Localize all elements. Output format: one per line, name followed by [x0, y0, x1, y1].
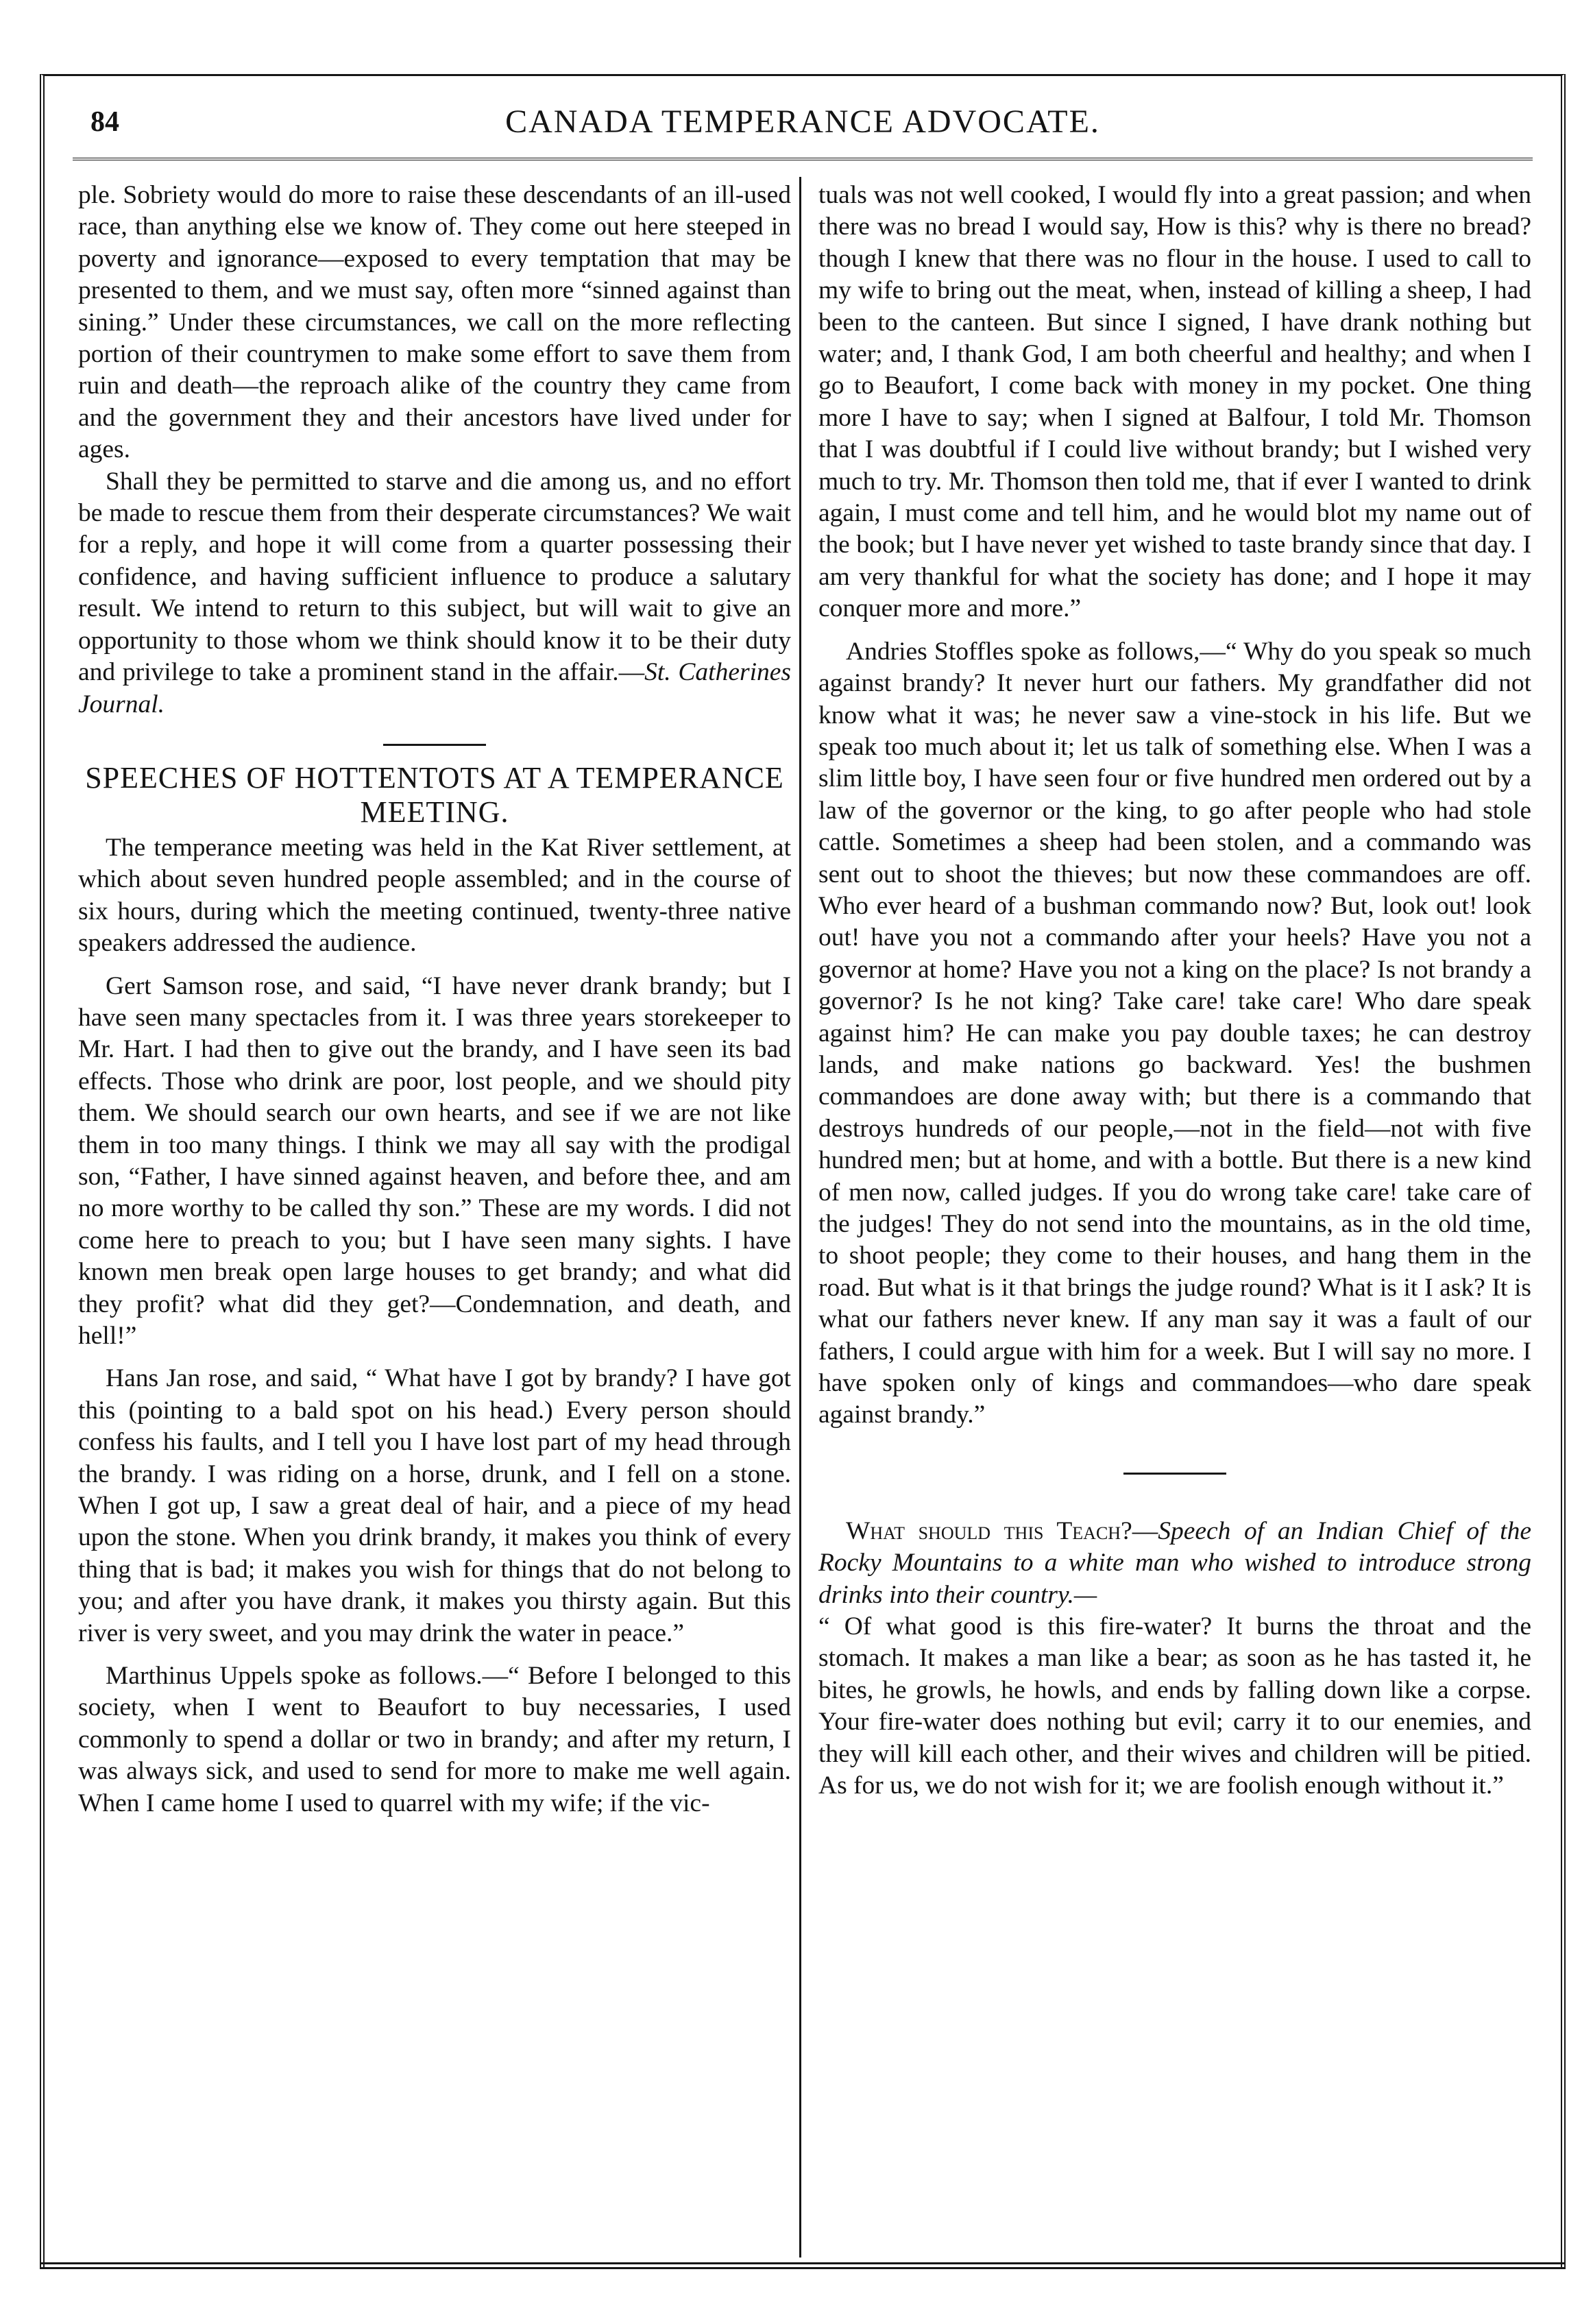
indian-chief-paragraph: [818, 1516, 1531, 1802]
source-citation: St. Catherines Journal.: [78, 658, 791, 718]
speech-andries-stoffles: Andries Stoffles spoke as follows,—“ Why do you speak so much against brandy? It never hurt our fathers. My grandfather did not know what it was; he never saw a vine-stock in his life. But we speak too much about it; let us talk of something else. When I was a slim little boy, I have seen four or five hundred men ordered out by a law of the governor or the king, to go after people who had stole cattle. Sometimes a sheep had been stolen, and a commando was sent out to shoot the thieves; but now these commandoes are off. Who ever heard of a bushman commando now? But, look out! look out! have you not a commando after your heels? Have you not a governor at home? Have you not a king on the place? Is not brandy a governor? Is he not king? Take care! take care! Who dare speak against him? He can make you pay double taxes; he can destroy lands, and make nations go backward. Yes! the bushmen commandoes are done away with; but there is a commando that destroys hundreds of our people,—not in the field—not with five hundred men; but at home, and with a bottle. But there is a new kind of men now, called judges. If you do wrong take care! take care of the judges! They do not send into the mountains, as in the old time, to shoot people; they come to their houses, and hang them in the road. But what is it that brings the judge round? What is it I ask? It is what our fathers never knew. If any man say it was a fault of our fathers, I could argue with him for a week. But I will say no more. I have spoken only of kings and commandoes—who dare speak against brandy.”: [818, 637, 1531, 1429]
indian-speech: “ Of what good is this fire-water? It burns the throat and the stomach. It makes a man like a bear; as soon as he has tasted it, he bites, he growls, he howls, and ends by falling down like a corpse. Your fire-water does nothing but evil; carry it to our enemies, and they will kill each other, and their wives and children will be pitied. As for us, we do not wish for it; we are foolish enough without it.”: [818, 1612, 1531, 1800]
page-number: 84: [90, 106, 119, 138]
left-column: [78, 180, 791, 1819]
speech-marthinus-uppels: Marthinus Uppels spoke as follows.—“ Before I belonged to this society, when I went to Beaufort to buy necessaries, I used commonly to spend a dollar or two in brandy; and after my return, I was always sick, and used to send for more to make me well again. When I came home I used to quarrel with my wife; if the vic-: [78, 1662, 791, 1817]
speech-hans-jan: Hans Jan rose, and said, “ What have I got by brandy? I have got this (pointing to a bald spot on his head.) Every person should confess his faults, and I tell you I have lost part of my head through the brandy. I was riding on a horse, drunk, and I fell on a stone. When I got up, I saw a great deal of hair, and a piece of my head upon the stone. When you drink brandy, it makes you think of every thing that is bad; it makes you wish for things that do not belong to you; and after you have drank, it makes you thirsty again. But this river is very sweet, and you may drink the water in peace.”: [78, 1364, 791, 1647]
indian-lead: What should this Teach?—: [846, 1516, 1158, 1545]
section-separator: [383, 744, 486, 746]
page-header: [58, 96, 1548, 158]
continuation-paragraph: tuals was not well cooked, I would fly into a great passion; and when there was no bread I would say, How is this? why is there no bread? though I knew that there was no flour in the house. I used to call to my wife to bring out the meat, when, instead of killing a sheep, I had been to the canteen. But since I signed, I have drank nothing but water; and, I thank God, I am both cheerful and healthy; and when I go to Beaufort, I come back with money in my pocket. One thing more I have to say; when I signed at Balfour, I told Mr. Thomson that I was doubtful if I could live without brandy; but I wished very much to try. Mr. Thomson then told me, that if ever I wanted to drink again, I must come and tell him, and he would blot my name out of the book; but I have never yet wished to taste brandy since that day. I am very thankful for what the society has done; and I hope it may conquer more and more.”: [818, 181, 1531, 623]
right-column: [818, 180, 1531, 1802]
continuation-paragraph: ple. Sobriety would do more to raise these descendants of an ill-used race, than anything else we know of. They come out here steeped in poverty and ignorance—exposed to every temptation that may be presented to them, and we must say, often more “sinned against than sining.” Under these circumstances, we call on the more reflecting portion of their countrymen to make some effort to save them from ruin and death—the reproach alike of the country they came from and the government they and their ancestors have lived under for ages.: [78, 181, 791, 464]
indian-subtitle: Speech of an Indian Chief of the Rocky Mountains to a white man who wished to introduce strong drinks into their country.—: [818, 1516, 1531, 1609]
speech-gert-samson: Gert Samson rose, and said, “I have never drank brandy; but I have seen many spectacles from it. I was three years storekeeper to Mr. Hart. I had then to give out the brandy, and I have seen its bad effects. Those who drink are poor, lost people, and we should pity them. We should search our own hearts, and see if we are not like them in too many things. I think we may all say with the prodigal son, “Father, I have sinned against heaven, and before thee, and am no more worthy to be called thy son.” These are my words. I did not come here to preach to you; but I have seen many sights. I have known men break open large houses to get brandy; and what did they profit? what did they get?—Condemnation, and death, and hell!”: [78, 971, 791, 1350]
column-divider: [799, 177, 801, 2258]
intro-paragraph: The temperance meeting was held in the Kat River settlement, at which about seven hundred people assembled; and in the course of six hours, during which the meeting continued, twenty-three native speakers addressed the audience.: [78, 833, 791, 958]
page-bottom-rule: [40, 2262, 1566, 2269]
journal-title: CANADA TEMPERANCE ADVOCATE.: [505, 104, 1100, 140]
header-rule: [73, 158, 1533, 160]
section-separator: [1123, 1473, 1226, 1475]
editorial-paragraph: [78, 466, 791, 721]
editorial-text: Shall they be permitted to starve and die among us, and no effort be made to rescue them from their desperate circumstances? We wait for a reply, and hope it will come from a quarter possessing their confidence, and having sufficient influence to produce a salutary result. We intend to return to this subject, but will wait to give an opportunity to those whom we think should know it to be their duty and privilege to take a prominent stand in the affair.—: [78, 467, 791, 687]
article-heading: SPEECHES OF HOTTENTOTS AT A TEMPERANCE MEETING.: [85, 760, 784, 829]
